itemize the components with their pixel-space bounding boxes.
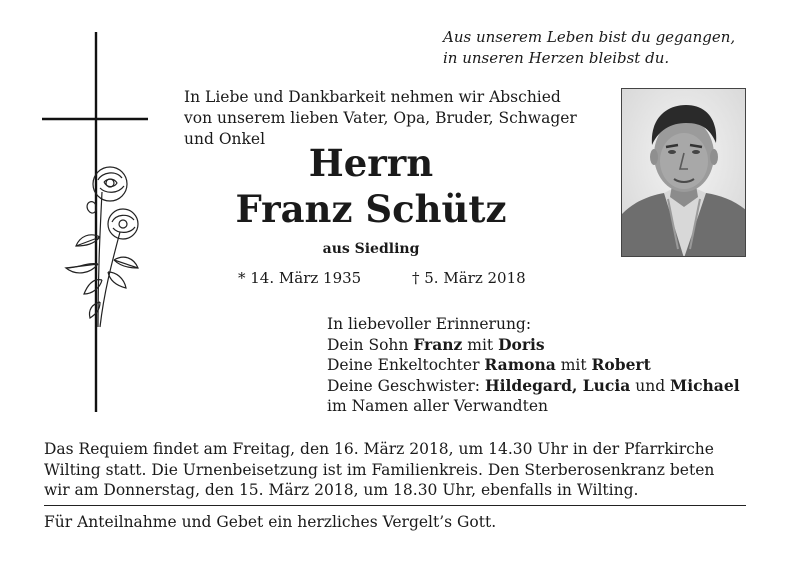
- divider: [44, 505, 746, 506]
- deceased-name: Franz Schütz: [235, 187, 507, 231]
- intro-line-3: und Onkel: [184, 130, 266, 148]
- mourners-list: [327, 314, 767, 417]
- intro-line-1: In Liebe und Dankbarkeit nehmen wir Abschied: [184, 88, 561, 106]
- mourner-grand-name: Ramona: [484, 355, 556, 374]
- mourners-heading: In liebevoller Erinnerung:: [327, 315, 532, 333]
- cross-with-roses-icon: [40, 32, 170, 417]
- motto: [443, 27, 763, 69]
- requiem-line-1: Das Requiem findet am Freitag, den 16. März 2018, um 14.30 Uhr in der Pfarrkirche: [44, 440, 714, 458]
- death-date: † 5. März 2018: [412, 269, 526, 287]
- requiem-info: [44, 439, 764, 501]
- mourner-son-prefix: Dein Sohn: [327, 335, 414, 354]
- mourner-sibling-2: Michael: [670, 375, 740, 395]
- mourner-relatives: im Namen aller Verwandten: [327, 397, 548, 415]
- requiem-line-3: wir am Donnerstag, den 15. März 2018, um 18.30 Uhr, ebenfalls in Wilting.: [44, 481, 639, 499]
- portrait-photo: [621, 88, 746, 257]
- salutation: Herrn: [308, 141, 434, 185]
- mourner-granddaughter: [327, 355, 767, 376]
- portrait-photo-image: [622, 89, 746, 257]
- mourner-siblings: [327, 376, 767, 397]
- thanks-note: Für Anteilnahme und Gebet ein herzliches Vergelt’s Gott.: [44, 513, 497, 531]
- birth-date: * 14. März 1935: [238, 269, 362, 287]
- requiem-line-2: Wilting statt. Die Urnenbeisetzung ist im Familienkreis. Den Sterberosenkranz beten: [44, 460, 715, 479]
- mourner-grand-partner: Robert: [591, 355, 651, 374]
- mourner-grand-mit: mit: [555, 356, 592, 374]
- intro-line-2: von unserem lieben Vater, Opa, Bruder, Schwager: [184, 109, 577, 127]
- mourner-siblings-prefix: Deine Geschwister:: [327, 376, 485, 395]
- motto-line-2: in unseren Herzen bleibst du.: [443, 49, 670, 67]
- mourner-son-mit: mit: [462, 335, 499, 354]
- mourner-son: [327, 335, 767, 356]
- deceased-origin: aus Siedling: [322, 241, 420, 257]
- mourner-son-name: Franz: [413, 334, 463, 354]
- mourner-sibling-1: Hildegard, Lucia: [484, 375, 631, 395]
- mourner-grand-prefix: Deine Enkeltochter: [327, 356, 485, 374]
- motto-line-1: Aus unserem Leben bist du gegangen,: [443, 28, 736, 46]
- mourner-son-partner: Doris: [498, 334, 545, 354]
- mourner-siblings-und: und: [630, 376, 671, 395]
